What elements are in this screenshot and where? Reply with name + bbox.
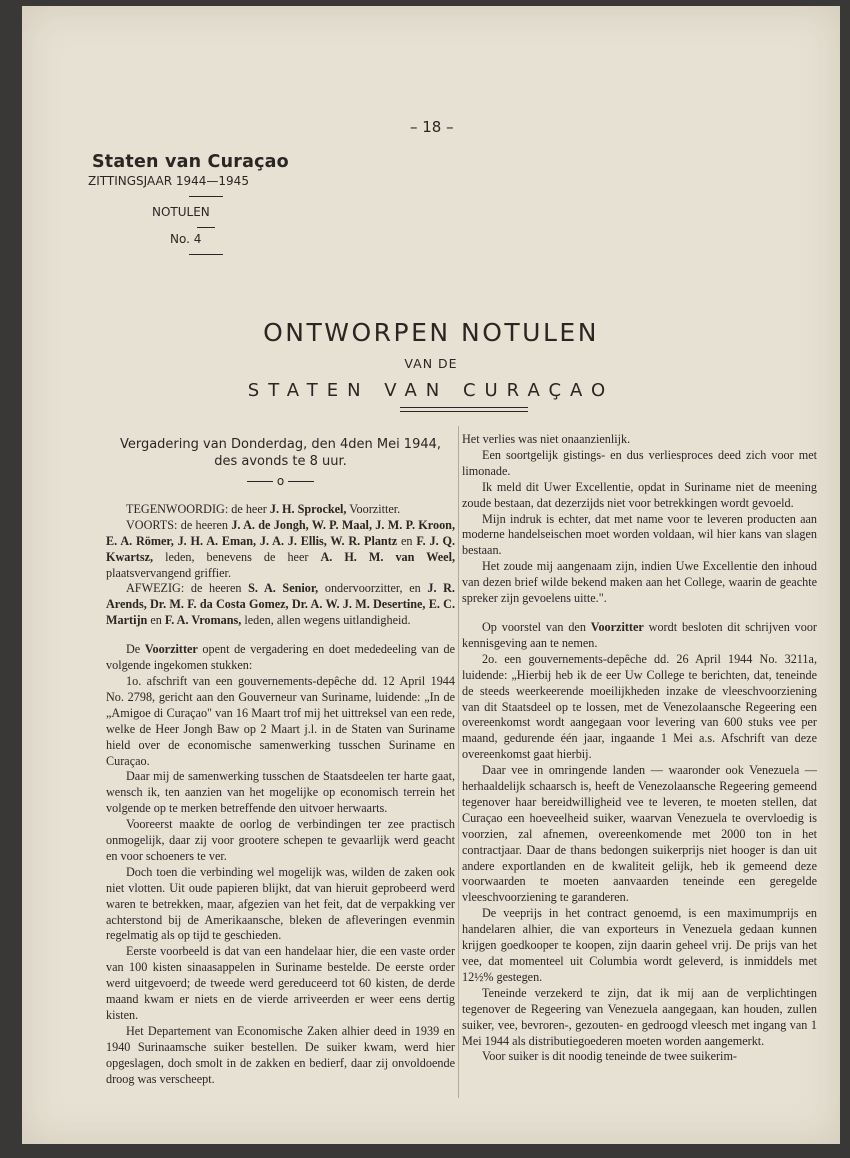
body-paragraph: Mijn indruk is echter, dat met name voor te leveren producten aan moderne handelseischen moet worden voldaan, wil hier kans van slagen bestaan.: [462, 511, 817, 558]
decision-paragraph: Op voorstel van den Voorzitter wordt besloten dit schrijven voor kennisgeving aan te nemen.: [462, 619, 817, 650]
body-paragraph: Vooreerst maakte de oorlog de verbindingen ter zee practisch onmogelijk, daar zij voor grootere schepen te gevaarlijk werd geacht en voor schoeners te ver.: [106, 817, 455, 863]
masthead-rule: [189, 196, 223, 197]
masthead-rule-bottom: [189, 254, 223, 255]
document-page: [22, 6, 840, 1144]
body-paragraph: 2o. een gouvernements-depêche dd. 26 April 1944 No. 3211a, luidende: „Hierbij heb ik de eer Uw College te berichten, dat, teneinde de steeds weerkeerende moeilijkheden inzake de vleeschvoorziening van dit Staatsdeel op te lossen, met de Venezolaansche Regeering een overeenkomst wordt aangegaan voor levering van 600 stuks vee per maand, gedurende één jaar, ingaande 1 Mei a.s. Afschrift van deze overeenkomst gaat hierbij.: [462, 651, 817, 762]
also-present-paragraph: VOORTS: de heeren J. A. de Jongh, W. P. Maal, J. M. P. Kroon, E. A. Römer, J. H. A. Eman, J. A. J. Ellis, W. R. Plantz en F. J. Q. Kwartsz, leden, benevens de heer A. H. M. van Weel, plaatsvervangend griffier.: [106, 517, 456, 580]
body-paragraph: Het verlies was niet onaanzienlijk.: [462, 432, 631, 446]
masthead-section: NOTULEN: [152, 205, 210, 219]
document-body-name: STATEN VAN CURAÇAO: [247, 380, 615, 401]
session-year: ZITTINGSJAAR 1944—1945: [88, 174, 249, 188]
body-paragraph: Het zoude mij aangenaam zijn, indien Uwe Excellentie den inhoud van dezen brief wilde bekend maken aan het College, waarin de geachte spreker zijn gevoelens uitte.".: [462, 559, 817, 606]
masthead-title: Staten van Curaçao: [92, 152, 289, 172]
body-paragraph: De veeprijs in het contract genoemd, is een maximumprijs en handelaren alhier, die van exporteurs in Venezuela gedaan kunnen krijgen goedkooper te koopen, zijn daarin geheel vrij. De prijs van het vee, dat momenteel uit Columbia wordt geleverd, is inmiddels met 12½% gestegen.: [462, 906, 817, 984]
body-paragraph: Daar vee in omringende landen — waaronder ook Venezuela — herhaaldelijk schaarsch is, heeft de Venezolaansche Regeering gemeend tegenover haar bereidwilligheid vee te leveren, te moeten stellen, dat Curaçao een hoeveelheid suiker, waarvan Venezuela te overvloedig is voorzien, zal afnemen, overeenkomende met 2000 ton in het contractjaar. Daar de thans bedongen suikerprijs niet hooger is dan uit andere exportlanden en de kwaliteit gelijk, heb ik gemeend deze voorwaarden te moeten aanvaarden teneinde een geregelde vleeschvoorziening te garanderen.: [462, 763, 817, 905]
body-paragraph: Eerste voorbeeld is dat van een handelaar hier, die een vaste order van 100 kisten sinaasappelen in Suriname bestelde. De eerste order werd uitgevoerd; de tweede werd gereduceerd tot 60 kisten, de derde maand kwam er niets en de vierde arriveerden er weer eens dertig kisten.: [106, 944, 455, 1022]
masthead-number: No. 4: [170, 232, 202, 246]
document-title: ONTWORPEN NOTULEN: [263, 318, 599, 347]
body-paragraph: Teneinde verzekerd te zijn, dat ik mij aan de verplichtingen tegenover de Regeering van Venezuela aangegaan, kan houden, zullen suiker, vee, bevroren-, gezouten- en gedroogd vleesch met ingang van 1 Mei 1944 als distributiegoederen moeten worden aangemerkt.: [462, 985, 817, 1048]
body-paragraph: Daar mij de samenwerking tusschen de Staatsdeelen ter harte gaat, wensch ik, ten aanzien van het mogelijke op economisch terrein het volgende op te merken betreffende den uitvoer herwaarts.: [106, 769, 455, 816]
body-paragraph: Doch toen die verbinding wel mogelijk was, wilden de zaken ook niet vlotten. Uit oude papieren blijkt, dat van hieruit geprobeerd werd waren te betrekken, maar, afgezien van het feit, dat de verpakking ver achterstond bij de Amerikaansche, bleken de afleveringen evenmin regelmatig als op tijd te geschieden.: [106, 864, 455, 943]
column-divider: [458, 426, 459, 1098]
meeting-time: des avonds te 8 uur.: [214, 454, 347, 469]
masthead-rule-short: [197, 227, 215, 228]
body-paragraph: 1o. afschrift van een gouvernements-depêche dd. 12 April 1944 No. 2798, gericht aan den Gouverneur van Suriname, luidende: „In de „Amigoe di Curaçao" van 16 Maart trof mij het uittreksel van een rede, welke de Heer Jongh Baw op 2 Maart j.l. in de Staten van Suriname hield over de economische samenwerking tusschen Suriname en Curaçao.: [106, 673, 455, 768]
title-rule-top: [400, 407, 528, 408]
separator-mark: o: [276, 474, 285, 488]
meeting-separator: [106, 474, 455, 490]
present-paragraph: TEGENWOORDIG: de heer J. H. Sprockel, Voorzitter.: [126, 501, 401, 516]
masthead: [82, 152, 302, 255]
meeting-line: [106, 436, 455, 470]
body-paragraph: Ik meld dit Uwer Excellentie, opdat in Suriname niet de meening zoude bestaan, dat dezerzijds niet voor betrekkingen wordt gevoeld.: [462, 479, 817, 510]
body-paragraph: Een soortgelijk gistings- en dus verliesproces deed zich voor met limonade.: [462, 447, 817, 478]
absent-paragraph: AFWEZIG: de heeren S. A. Senior, ondervoorzitter, en J. R. Arends, Dr. M. F. da Costa Gomez, Dr. A. W. J. M. Desertine, E. C. Martijn en F. A. Vromans, leden, allen wegens uitlandigheid.: [106, 581, 455, 628]
left-column: [106, 432, 455, 1088]
right-column: [462, 432, 817, 1065]
body-paragraph: Het Departement van Economische Zaken alhier deed in 1939 en 1940 Surinaamsche suiker bestellen. De suiker kwam, werd hier opgeslagen, doch smolt in de zakken en bedierf, daar zij onvoldoende droog was verscheept.: [106, 1023, 455, 1086]
document-subtitle: VAN DE: [404, 356, 458, 371]
meeting-date: Vergadering van Donderdag, den 4den Mei 1944,: [119, 437, 442, 452]
body-paragraph: Voor suiker is dit noodig teneinde de twee suikerim-: [482, 1049, 737, 1064]
opening-paragraph: De Voorzitter opent de vergadering en doet mededeeling van de volgende ingekomen stukken:: [106, 642, 455, 673]
page-number: – 18 –: [410, 118, 454, 136]
title-rule-bottom: [400, 411, 528, 412]
